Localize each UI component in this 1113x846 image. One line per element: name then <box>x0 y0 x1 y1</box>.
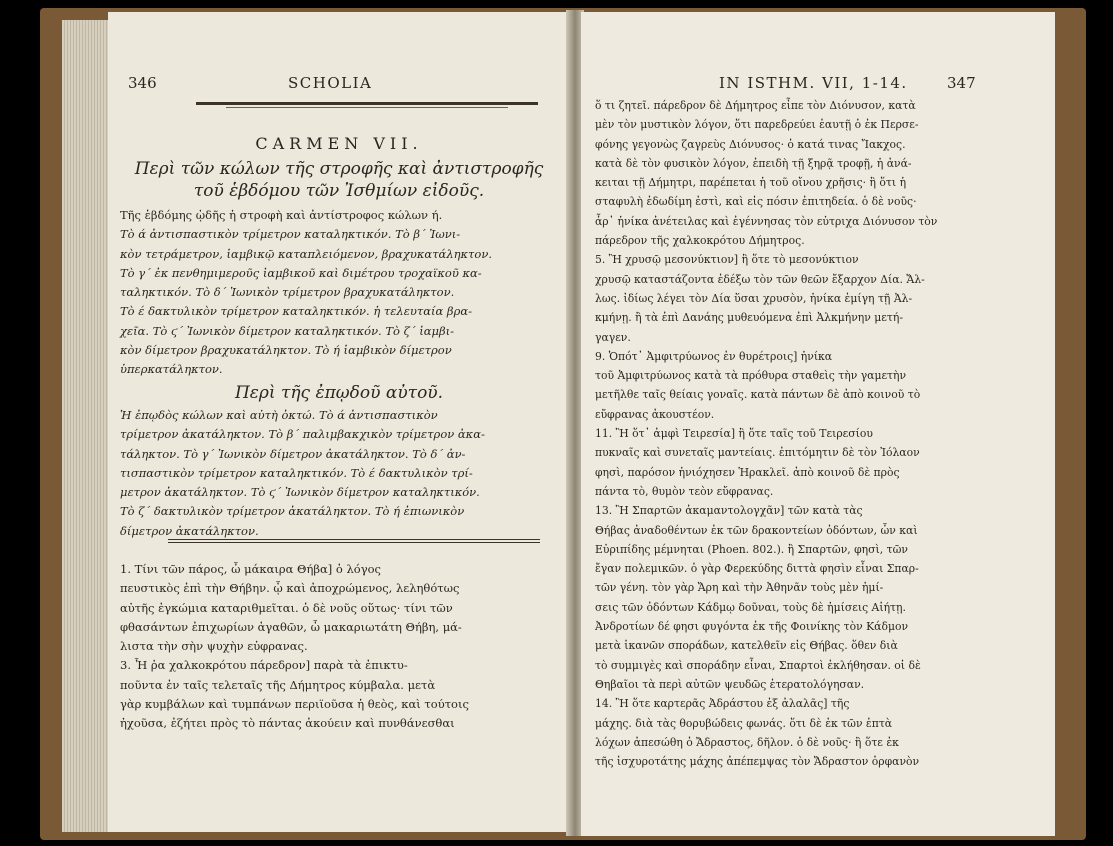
text-line: 13. Ἢ Σπαρτῶν ἀκαμαντολογχᾶν] τῶν κατὰ τὰς <box>595 504 863 518</box>
text-line: σταφυλὴ ἐδωδίμη ἐστὶ, καὶ εἰς πόσιν ἐπιτηδεία. ὁ δὲ νοῦς· <box>595 195 917 209</box>
text-line: μετῆλθε ταῖς θείαις γοναῖς. κατὰ πάντων δὲ ἀπὸ κοινοῦ τὸ <box>595 388 921 402</box>
carmen-title: CARMEN VII. <box>255 134 423 153</box>
page-edges <box>62 20 108 832</box>
text-line: γαγεν. <box>595 330 631 344</box>
notes-rule-2 <box>168 542 540 543</box>
subtitle-line: τοῦ ἑβδόμου τῶν Ἰσθμίων εἰδοῦς. <box>193 181 485 201</box>
subtitle-line: Περὶ τῶν κώλων τῆς στροφῆς καὶ ἀντιστροφῆς <box>134 159 544 179</box>
note-line: 1. Τίνι τῶν πάρος, ὦ μάκαιρα Θήβα] ὁ λόγος <box>120 562 381 576</box>
text-line: τρίμετρον ἀκατάληκτον. Τὸ β΄ παλιμβακχικὸν τρίμετρον ἀκα- <box>120 427 485 442</box>
text-line: χρυσῷ καταστάζοντα ἐδέξω τὸν τῶν θεῶν ἔξαρχον Δία. Ἄλ- <box>595 272 925 286</box>
text-line: τῆς ἰσχυροτάτης μάχης ἀπέπεμψας τὸν Ἄδραστον ὀρφανὸν <box>595 755 920 769</box>
text-line: 14. Ἢ ὅτε καρτερᾶς Ἀδράστου ἐξ ἀλαλᾶς] τῆς <box>595 697 850 711</box>
text-line: τάληκτον. Τὸ γ΄ Ἰωνικὸν δίμετρον ἀκατάληκτον. Τὸ δ΄ ἀν- <box>120 446 466 461</box>
text-line: ταληκτικόν. Τὸ δ΄ Ἰωνικὸν τρίμετρον βραχυκατάληκτον. <box>120 285 455 300</box>
epode-paragraph <box>120 406 485 541</box>
text-line: ἆρ᾽ ἡνίκα ἀνέτειλας καὶ ἐγέννησας τὸν εὐτριχα Διόνυσον τὸν <box>595 214 938 228</box>
text-line: λως. ἰδίως λέγει τὸν Δία ὕσαι χρυσὸν, ἡνίκα ἐμίγη τῇ Ἀλ- <box>595 291 913 305</box>
text-line: φόνης γεγονὼς ζαγρεὺς Διόνυσος· ὁ κατά τινας Ἴακχος. <box>595 137 906 151</box>
text-line: ἔγαν πολεμικῶν. ὁ γὰρ Φερεκύδης διττὰ φησὶν εἶναι Σπαρ- <box>595 562 919 576</box>
text-line: 11. Ἢ ὅτ᾽ ἀμφὶ Τειρεσία] ἢ ὅτε ταῖς τοῦ Τειρεσίου <box>595 427 873 441</box>
right-text-column <box>595 96 937 771</box>
text-line: τῶν γένη. τὸν γὰρ Ἄρη καὶ τὴν Ἀθηνᾶν τοὺς μὲν ἡμί- <box>595 581 884 595</box>
text-line: Τὸ ά ἀντισπαστικὸν τρίμετρον καταληκτικόν. Τὸ β΄ Ἰωνι- <box>120 227 461 242</box>
intro-paragraph <box>120 206 492 380</box>
text-line: ὑπερκατάληκτον. <box>120 362 223 377</box>
scholia-notes <box>120 560 469 734</box>
epode-subtitle: Περὶ τῆς ἐπῳδοῦ αὐτοῦ. <box>234 383 444 403</box>
head-rule <box>196 102 538 105</box>
note-line: φθασάντων ἐπιχωρίων ἀγαθῶν, ὦ μακαριωτάτη Θήβη, μά- <box>120 619 462 634</box>
text-line: Ἡ ἐπῳδὸς κώλων καὶ αὐτὴ ὀκτώ. Τὸ ά ἀντισπαστικὸν <box>120 408 438 422</box>
text-line: Τὸ ζ΄ δακτυλικὸν τρίμετρον ἀκατάληκτον. Τὸ ή ἐπιωνικὸν <box>120 504 465 519</box>
right-page <box>581 12 1055 836</box>
note-line: αὐτῆς ἐγκώμια καταριθμεῖται. ὁ δὲ νοῦς οὕτως· τίνι τῶν <box>120 600 453 615</box>
text-line: εὔφρανας ἀκουστέον. <box>595 407 715 421</box>
note-line: πευστικὸς ἐπὶ τὴν Θήβην. ᾧ καὶ ἀποχρώμενος, λεληθότως <box>120 581 460 596</box>
text-line: πάντα τὸ, θυμὸν τεὸν εὔφρανας. <box>595 484 774 498</box>
text-line: Εὐριπίδης μέμνηται (Phoen. 802.). ἢ Σπαρτῶν, φησὶ, τῶν <box>595 542 908 556</box>
text-line: κειται τῇ Δήμητρι, παρέπεται ἡ τοῦ οἴνου χρῆσις· ἢ ὅτι ἡ <box>595 176 907 190</box>
section-subtitle <box>108 158 570 202</box>
text-line: πάρεδρον τῆς χαλκοκρότου Δήμητρος. <box>595 234 805 248</box>
text-line: μετρον ἀκατάληκτον. Τὸ ϛ΄ Ἰωνικὸν δίμετρον καταληκτικόν. <box>120 485 480 500</box>
text-line: κμήνῃ. ἢ τὰ ἐπὶ Δανάης μυθευόμενα ἐπὶ Ἀλκμήνην μετή- <box>595 311 903 325</box>
notes-rule <box>168 539 540 540</box>
text-line: κὸν δίμετρον βραχυκατάληκτον. Τὸ ή ἰαμβικὸν δίμετρον <box>120 343 452 358</box>
right-page-number: 347 <box>947 74 976 92</box>
text-line: μάχης. διὰ τὰς θορυβώδεις φωνάς. ὅτι δὲ ἐκ τῶν ἐπτὰ <box>595 716 893 730</box>
text-line: 5. Ἢ χρυσῷ μεσονύκτιον] ἢ ὅτε τὸ μεσονύκτιον <box>595 253 859 267</box>
text-line: μὲν τὸν μυστικὸν λόγον, ὅτι παρεδρεύει ἑαυτῇ ὁ ἐκ Περσε- <box>595 118 919 132</box>
head-rule-thin <box>226 107 508 108</box>
note-line: ποῦντα ἐν ταῖς τελεταῖς τῆς Δήμητρος κύμβαλα. μετὰ <box>120 677 436 692</box>
left-page <box>108 12 570 832</box>
left-running-head: SCHOLIA <box>288 74 373 92</box>
text-line: Θήβας ἀναδοθέντων ἐκ τῶν δρακοντείων ὀδόντων, ὧν καὶ <box>595 523 918 537</box>
text-line: πυκναῖς καὶ συνεταῖς μαντείαις. ἐπιτόμητιν δὲ τὸν Ἰόλαον <box>595 446 920 460</box>
note-line: 3. Ἦ ῥα χαλκοκρότου πάρεδρον] παρὰ τὰ ἐπικτυ- <box>120 658 408 673</box>
text-line: τὸ συμμιγὲς καὶ σποράδην εἶναι, Σπαρτοὶ ἐκλήθησαν. οἱ δὲ <box>595 658 921 672</box>
text-line: ὅ τι ζητεῖ. πάρεδρον δὲ Δήμητρος εἶπε τὸν Διόνυσον, κατὰ <box>595 99 916 112</box>
text-line: 9. Ὁπότ᾽ Ἀμφιτρύωνος ἐν θυρέτροις] ἡνίκα <box>595 349 833 363</box>
text-line: Θηβαῖοι τὰ περὶ αὐτῶν ψευδῶς ἑτερατολόγησαν. <box>595 677 865 691</box>
note-line: λιστα τὴν σὴν ψυχὴν εὐφρανας. <box>120 639 308 654</box>
text-line: Τὸ γ΄ ἐκ πενθημιμεροῦς ἰαμβικοῦ καὶ διμέτρου τροχαϊκοῦ κα- <box>120 265 482 280</box>
left-page-number: 346 <box>128 74 157 92</box>
text-line: τισπαστικὸν τρίμετρον καταληκτικόν. Τὸ έ δακτυλικὸν τρί- <box>120 465 473 480</box>
text-line: δίμετρον ἀκατάληκτον. <box>120 523 259 538</box>
text-line: χεῖα. Τὸ ϛ΄ Ἰωνικὸν δίμετρον καταληκτικόν. Τὸ ζ΄ ἰαμβι- <box>120 323 455 338</box>
text-line: λόχων ἀπεσώθη ὁ Ἄδραστος, δῆλον. ὁ δὲ νοῦς· ἢ ὅτε ἐκ <box>595 735 899 749</box>
text-line: φησὶ, παρόσον ἡνιόχησεν Ἡρακλεῖ. ἀπὸ κοινοῦ δὲ πρὸς <box>595 465 900 479</box>
text-line: κὸν τετράμετρον, ἰαμβικῷ καταπλειόμενον, βραχυκατάληκτον. <box>120 246 492 261</box>
text-line: Τὸ έ δακτυλικὸν τρίμετρον καταληκτικόν. ἡ τελευταία βρα- <box>120 304 472 319</box>
note-line: ἠχοῦσα, ἐζήτει πρὸς τὸ πάντας ἀκούειν καὶ πυνθάνεσθαι <box>120 716 455 731</box>
text-line: τοῦ Ἀμφιτρύωνος κατὰ τὰ πρόθυρα σταθεὶς τὴν γαμετὴν <box>595 369 907 383</box>
right-running-head: IN ISTHM. VII, 1-14. <box>719 74 908 92</box>
text-line: κατὰ δὲ τὸν φυσικὸν λόγον, ἐπειδὴ τῇ ξηρᾷ τροφῇ, ἡ ἀνά- <box>595 156 912 170</box>
note-line: γὰρ κυμβάλων καὶ τυμπάνων περιϊοῦσα ἡ θεὸς, καὶ τούτοις <box>120 697 469 712</box>
text-line: σεις τῶν ὀδόντων Κάδμῳ δοῦναι, τοὺς δὲ ἡμίσεις Αἰήτῃ. <box>595 600 906 614</box>
text-line: Τῆς ἑβδόμης ᾠδῆς ἡ στροφὴ καὶ ἀντίστροφος κώλων ή. <box>120 208 443 222</box>
text-line: μετὰ ἱκανῶν σποράδων, κατελθεῖν εἰς Θήβας. ὅθεν διὰ <box>595 639 898 653</box>
text-line: Ἀνδροτίων δέ φησι φυγόντα ἐκ τῆς Φοινίκης τὸν Κάδμον <box>595 620 909 634</box>
